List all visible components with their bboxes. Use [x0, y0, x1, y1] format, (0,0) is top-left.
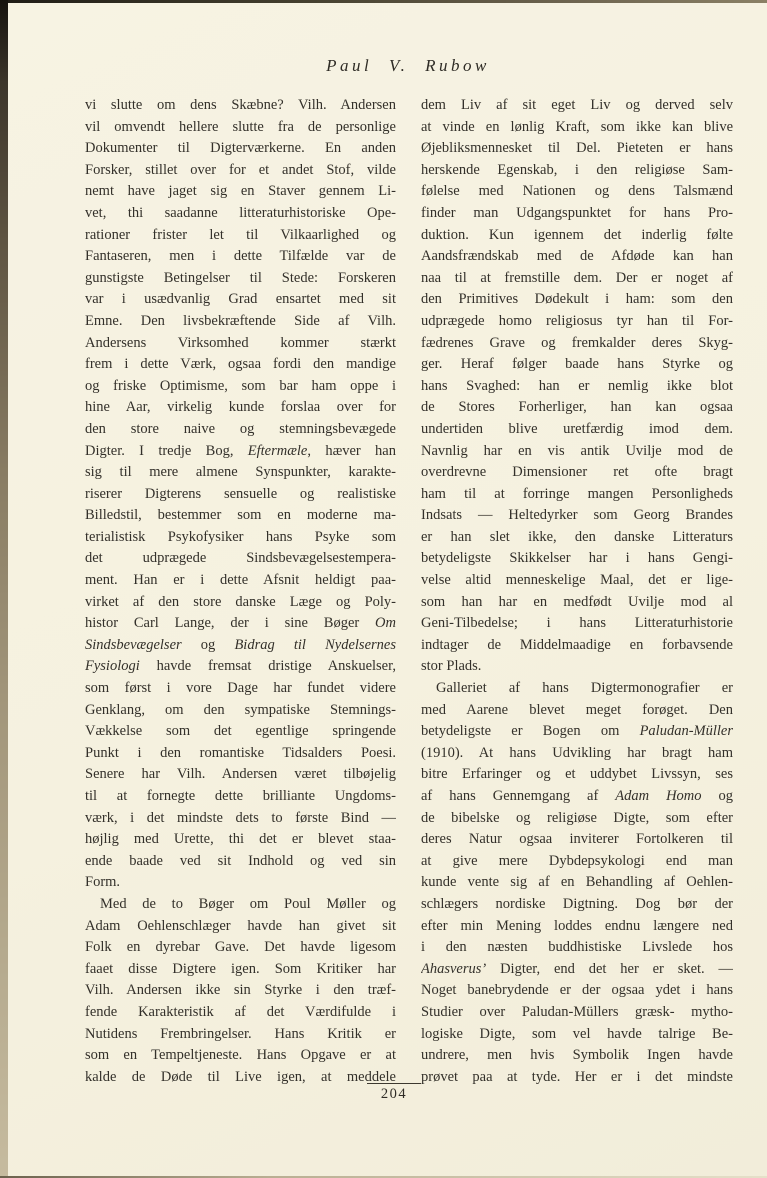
text-line: Sindsbevægelser og Bidrag til Nydelsernes [85, 636, 396, 653]
text-line: nemt have jaget sig en Staver gennem Li- [85, 183, 396, 200]
text-line: Emne. Den livsbekræftende Side af Vilh. [85, 312, 396, 329]
text-line: undrere, men hvis Symbolik Ingen havde [421, 1047, 733, 1064]
text-line: var i usædvanlig Grad ensartet med sit [85, 291, 396, 308]
text-line: Vækkelse som det egentlige springende [85, 723, 396, 740]
text-line: Med de to Bøger om Poul Møller og [100, 895, 396, 912]
text-line: Digter. I tredje Bog, Eftermæle, hæver han [85, 442, 396, 459]
text-line: sig til mere almene Synspunkter, karakte- [85, 464, 396, 481]
text-line: ende baade ved sit Indhold og ved sin [85, 852, 396, 869]
text-line: at vinde en lønlig Kraft, som ikke kan blive [421, 118, 733, 135]
page-footer [85, 1083, 731, 1103]
text-line: bitre Erfaringer og et uddybet Livssyn, ses [421, 766, 733, 783]
text-line: duktion. Kun igennem det inderlig følte [421, 226, 733, 243]
text-line: til at fornegte dette brilliante Ungdoms- [85, 788, 396, 804]
page-footer-inner [367, 1083, 421, 1103]
text-line: og friske Optimisme, som bar ham oppe i [85, 377, 396, 394]
text-line: Andersens Virksomhed kommer stærkt [85, 334, 396, 351]
text-line: stor Plads. [421, 658, 482, 675]
text-line: undertiden blive uretfærdig imod dem. [421, 420, 733, 437]
text-line: Fysiologi havde fremsat dristige Anskuelser, [85, 658, 396, 675]
left-column [85, 95, 396, 1088]
text-line: dem Liv af sit eget Liv og derved selv [421, 97, 733, 113]
text-line: Folk en dyrebar Gave. Det havde ligesom [85, 939, 396, 956]
text-line: kalde de Døde til Live igen, at meddele [85, 1068, 396, 1085]
text-line: frem i dette Værk, ogsaa fordi den mandige [85, 356, 396, 373]
text-line: ham til at forringe mangen Personligheds [421, 485, 733, 502]
text-line: naa til at fremstille dem. Der er noget af [421, 269, 733, 286]
text-line: udprægede homo religiosus tyr han til For- [421, 312, 733, 329]
text-line: fædrenes Grave og fremkalder deres Skyg- [421, 334, 733, 351]
text-line: betydeligste er Bogen om Paludan-Müller [421, 723, 733, 740]
text-line: vi slutte om dens Skæbne? Vilh. Andersen [85, 97, 396, 113]
text-line: Forsker, stillet over for et andet Stof, vilde [85, 161, 396, 178]
text-line: kunde vente sig af en Behandling af Oehlen- [421, 874, 733, 891]
text-line: gunstigste Betingelser til Stede: Forskeren [85, 269, 396, 286]
text-line: schlægers nordiske Digtning. Dog bør der [421, 895, 733, 912]
text-line: vet, thi saadanne litteraturhistoriske Ope- [85, 204, 396, 221]
text-line: som en Tempeltjeneste. Hans Opgave er at [85, 1047, 396, 1064]
text-line: den store naive og stemningsbevægede [85, 420, 396, 437]
text-line: som han har en medfødt Uvilje mod al [421, 593, 733, 610]
text-line: Genklang, om den sympatiske Stemnings- [85, 701, 396, 718]
text-line: histor Carl Lange, der i sine Bøger Om [85, 615, 396, 632]
text-line: prøvet paa at tyde. Her er i det mindste [421, 1068, 733, 1085]
text-line: fende Karakteristik af det Værdifulde i [85, 1003, 396, 1020]
text-line: af hans Gennemgang af Adam Homo og [421, 788, 733, 804]
text-line: med Aarene blevet meget forøget. Den [421, 701, 733, 718]
text-line: terialistisk Psykofysiker hans Psyke som [85, 528, 396, 545]
text-line: Senere har Vilh. Andersen været tilbøjelig [85, 766, 396, 783]
text-line: Nutidens Frembringelser. Hans Kritik er [85, 1025, 396, 1042]
text-line: virket af den store danske Læge og Poly- [85, 593, 396, 610]
text-line: finder man Udgangspunktet for hans Pro- [421, 204, 733, 221]
text-line: Galleriet af hans Digtermonografier er [436, 680, 733, 697]
text-line: betydeligste Skikkelser har i hans Gengi- [421, 550, 733, 567]
text-line: de Stores Forherliger, han kan ogsaa [421, 399, 733, 416]
text-line: Dokumenter til Digterværkerne. En anden [85, 140, 396, 157]
text-line: Noget banebrydende er der ogsaa ydet i hans [421, 982, 733, 999]
text-line: faaet disse Digtere igen. Som Kritiker har [85, 960, 396, 977]
text-line: Punkt i den romantiske Tidsalders Poesi. [85, 744, 396, 761]
running-header: Paul V. Rubow [326, 56, 490, 75]
text-line: Øjebliksmennesket til Del. Pieteten er hans [421, 140, 733, 157]
text-line: overdrevne Dimensioner ret ofte bragt [421, 464, 733, 481]
text-line: Navnlig har en vis antik Uvilje mod de [421, 442, 733, 459]
text-line: riserer Digterens sensuelle og realistiske [85, 485, 396, 502]
text-line: højlig med Urette, thi det er blevet staa- [85, 831, 396, 848]
text-line: værk, i det mindste dets to første Bind — [85, 809, 396, 826]
text-line: herskende Egenskab, i den religiøse Sam- [421, 161, 733, 178]
text-block [85, 0, 731, 1178]
text-line: ment. Han er i dette Afsnit heldigt paa- [85, 572, 396, 589]
text-line: rationer frister let til Vilkaarlighed og [85, 226, 396, 243]
text-line: Adam Oehlenschlæger havde han givet sit [85, 917, 396, 934]
text-line: Form. [85, 874, 121, 891]
text-line: Aandsfrændskab med de Afdøde kan han [421, 248, 733, 265]
text-line: Ahasverus’ Digter, end det her er sket. — [421, 960, 733, 977]
text-line: hans Svaghed: han er nemlig ikke blot [421, 377, 733, 394]
text-line: deres Natur ogsaa inviterer Fortolkeren til [421, 831, 733, 848]
text-line: indtager de Middelmaadige en forbavsende [421, 636, 733, 653]
footer-rule [367, 1083, 421, 1084]
text-line: vil omvendt hellere slutte fra de personlige [85, 118, 396, 135]
text-line: Fantaseren, men i dette Tilfælde var de [85, 248, 396, 265]
text-line: i den næsten buddhistiske Livslede hos [421, 939, 733, 956]
text-line: at give mere Dybdepsykologi end man [421, 852, 733, 869]
text-line: ger. Heraf følger baade hans Styrke og [421, 356, 733, 373]
text-line: den Primitives Dødekult i ham: som den [421, 291, 733, 308]
text-line: det udprægede Sindsbevægelsestempera- [85, 550, 396, 567]
text-line: Vilh. Andersen ikke sin Styrke i den træf- [85, 982, 396, 999]
text-line: velse altid menneskelige Maal, det er lige- [421, 572, 733, 589]
text-line: de bibelske og religiøse Digte, som efter [421, 809, 733, 826]
text-line: logiske Digte, som vel havde talrige Be- [421, 1025, 733, 1042]
text-line: Studier over Paludan-Müllers græsk- mytho- [421, 1003, 733, 1020]
right-column [421, 95, 733, 1088]
text-line: Geni-Tilbedelse; i hans Litteraturhistorie [421, 615, 733, 632]
page-left-edge-shadow [0, 0, 8, 1178]
text-line: Indsats — Heltedyrker som Georg Brandes [421, 507, 733, 524]
text-line: hine Aar, virkelig kunde forslaa over for [85, 399, 396, 416]
text-line: (1910). At hans Udvikling har bragt ham [421, 744, 733, 761]
text-line: som først i vore Dage har fundet videre [85, 680, 396, 697]
text-line: Billedstil, bestemmer som en moderne ma- [85, 507, 396, 524]
text-line: efter min Mening loddes endnu længere ned [421, 917, 733, 934]
page-number: 204 [380, 1086, 408, 1102]
text-line: følelse med Nationen og dens Talsmænd [421, 183, 733, 200]
text-line: er han slet ikke, den danske Litteraturs [421, 528, 733, 545]
